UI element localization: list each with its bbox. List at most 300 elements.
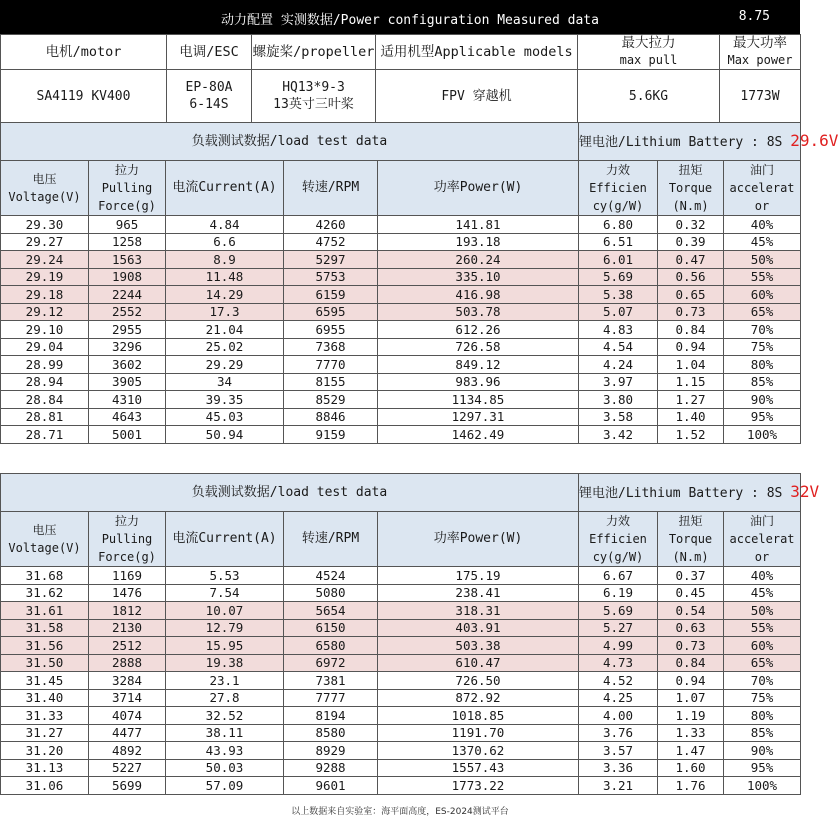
throttle-cell: 90% bbox=[724, 742, 801, 760]
table-gap bbox=[0, 454, 800, 473]
torque-cell: 0.84 bbox=[658, 321, 724, 339]
current-cell: 38.11 bbox=[166, 724, 284, 742]
throttle-cell: 60% bbox=[724, 637, 801, 655]
rpm-cell: 6580 bbox=[284, 637, 378, 655]
torque-cell: 0.73 bbox=[658, 637, 724, 655]
torque-cell: 1.47 bbox=[658, 742, 724, 760]
esc-value-line2: 6-14S bbox=[189, 97, 229, 112]
pull-cell: 1812 bbox=[89, 602, 166, 620]
rpm-cell: 9159 bbox=[284, 426, 378, 444]
eff-cell: 5.69 bbox=[579, 602, 658, 620]
rpm-cell: 8929 bbox=[284, 742, 378, 760]
rpm-cell: 7770 bbox=[284, 356, 378, 374]
current-cell: 32.52 bbox=[166, 707, 284, 725]
current-cell: 29.29 bbox=[166, 356, 284, 374]
torque-header-cn: 扭矩 bbox=[678, 163, 703, 177]
efficiency-header-en2: cy(g/W) bbox=[592, 550, 644, 564]
voltage-header-en: Voltage(V) bbox=[8, 190, 81, 204]
efficiency-header-en1: Efficien bbox=[589, 181, 647, 195]
max-pull-header-cn: 最大拉力 bbox=[621, 35, 676, 51]
torque-cell: 0.54 bbox=[658, 602, 724, 620]
throttle-cell: 55% bbox=[724, 268, 801, 286]
table-row bbox=[1, 602, 801, 620]
rpm-header: 转速/RPM bbox=[284, 161, 378, 216]
eff-cell: 3.80 bbox=[579, 391, 658, 409]
power-cell: 403.91 bbox=[378, 619, 579, 637]
eff-cell: 5.07 bbox=[579, 303, 658, 321]
torque-cell: 0.56 bbox=[658, 268, 724, 286]
voltage-cell: 28.84 bbox=[1, 391, 89, 409]
torque-cell: 1.19 bbox=[658, 707, 724, 725]
power-cell: 1462.49 bbox=[378, 426, 579, 444]
torque-cell: 0.37 bbox=[658, 567, 724, 585]
table-row bbox=[1, 356, 801, 374]
throttle-cell: 75% bbox=[724, 338, 801, 356]
throttle-cell: 50% bbox=[724, 602, 801, 620]
throttle-header bbox=[724, 512, 801, 567]
battery-voltage: 32V bbox=[790, 482, 820, 501]
voltage-header-cn: 电压 bbox=[32, 523, 57, 537]
torque-cell: 0.32 bbox=[658, 216, 724, 234]
battery-voltage: 29.6V bbox=[790, 131, 838, 150]
max-pull-header bbox=[578, 35, 720, 70]
voltage-header bbox=[1, 512, 89, 567]
rpm-cell: 5654 bbox=[284, 602, 378, 620]
motor-value: SA4119 KV400 bbox=[1, 70, 167, 123]
pull-cell: 2130 bbox=[89, 619, 166, 637]
models-value: FPV 穿越机 bbox=[376, 70, 578, 123]
pull-cell: 2512 bbox=[89, 637, 166, 655]
throttle-cell: 95% bbox=[724, 408, 801, 426]
rpm-cell: 8194 bbox=[284, 707, 378, 725]
pull-cell: 2888 bbox=[89, 654, 166, 672]
pull-cell: 5227 bbox=[89, 759, 166, 777]
throttle-cell: 70% bbox=[724, 672, 801, 690]
power-cell: 1134.85 bbox=[378, 391, 579, 409]
pull-cell: 2552 bbox=[89, 303, 166, 321]
table-row bbox=[1, 777, 801, 795]
efficiency-header-cn: 力效 bbox=[605, 163, 630, 177]
throttle-cell: 50% bbox=[724, 251, 801, 269]
rpm-cell: 4260 bbox=[284, 216, 378, 234]
throttle-cell: 90% bbox=[724, 391, 801, 409]
current-header: 电流Current(A) bbox=[166, 161, 284, 216]
current-cell: 4.84 bbox=[166, 216, 284, 234]
efficiency-header-cn: 力效 bbox=[605, 514, 630, 528]
current-cell: 8.9 bbox=[166, 251, 284, 269]
voltage-cell: 29.04 bbox=[1, 338, 89, 356]
voltage-cell: 28.99 bbox=[1, 356, 89, 374]
current-cell: 25.02 bbox=[166, 338, 284, 356]
power-cell: 416.98 bbox=[378, 286, 579, 304]
throttle-cell: 80% bbox=[724, 707, 801, 725]
pull-cell: 1169 bbox=[89, 567, 166, 585]
voltage-cell: 31.68 bbox=[1, 567, 89, 585]
pull-header-cn: 拉力 bbox=[114, 163, 139, 177]
current-cell: 7.54 bbox=[166, 584, 284, 602]
column-header-row bbox=[1, 161, 801, 216]
power-cell: 318.31 bbox=[378, 602, 579, 620]
torque-cell: 1.33 bbox=[658, 724, 724, 742]
throttle-cell: 65% bbox=[724, 654, 801, 672]
table-row bbox=[1, 724, 801, 742]
torque-header-en2: (N.m) bbox=[672, 199, 709, 213]
load-test-label: 负载测试数据/load test data bbox=[1, 474, 579, 512]
pull-cell: 965 bbox=[89, 216, 166, 234]
table-row bbox=[1, 391, 801, 409]
table-row bbox=[1, 251, 801, 269]
throttle-header-en1: accelerat bbox=[729, 181, 795, 195]
efficiency-header bbox=[579, 512, 658, 567]
table-row bbox=[1, 233, 801, 251]
eff-cell: 3.42 bbox=[579, 426, 658, 444]
current-cell: 17.3 bbox=[166, 303, 284, 321]
pull-header-en1: Pulling bbox=[101, 532, 153, 546]
eff-cell: 6.80 bbox=[579, 216, 658, 234]
current-cell: 5.53 bbox=[166, 567, 284, 585]
current-cell: 23.1 bbox=[166, 672, 284, 690]
throttle-cell: 100% bbox=[724, 426, 801, 444]
pull-cell: 5001 bbox=[89, 426, 166, 444]
throttle-header-en2: or bbox=[754, 550, 770, 564]
voltage-cell: 29.19 bbox=[1, 268, 89, 286]
pull-header-en2: Force(g) bbox=[98, 550, 156, 564]
power-cell: 503.78 bbox=[378, 303, 579, 321]
eff-cell: 5.69 bbox=[579, 268, 658, 286]
table-row bbox=[1, 286, 801, 304]
max-power-header bbox=[720, 35, 801, 70]
table-row bbox=[1, 408, 801, 426]
throttle-header-en1: accelerat bbox=[729, 532, 795, 546]
load-test-label: 负载测试数据/load test data bbox=[1, 123, 579, 161]
torque-header-en1: Torque bbox=[668, 181, 713, 195]
eff-cell: 4.73 bbox=[579, 654, 658, 672]
throttle-cell: 40% bbox=[724, 216, 801, 234]
table-row bbox=[1, 742, 801, 760]
eff-cell: 6.67 bbox=[579, 567, 658, 585]
rpm-cell: 8155 bbox=[284, 373, 378, 391]
rpm-cell: 5753 bbox=[284, 268, 378, 286]
table-row bbox=[1, 707, 801, 725]
max-pull-header-en: max pull bbox=[619, 53, 678, 67]
power-cell: 175.19 bbox=[378, 567, 579, 585]
voltage-cell: 31.50 bbox=[1, 654, 89, 672]
rpm-cell: 7381 bbox=[284, 672, 378, 690]
esc-value-line1: EP-80A bbox=[185, 80, 233, 95]
torque-header-en2: (N.m) bbox=[672, 550, 709, 564]
efficiency-header-en1: Efficien bbox=[589, 532, 647, 546]
torque-cell: 1.60 bbox=[658, 759, 724, 777]
throttle-cell: 55% bbox=[724, 619, 801, 637]
voltage-header-cn: 电压 bbox=[32, 172, 57, 186]
torque-header-cn: 扭矩 bbox=[678, 514, 703, 528]
table-row bbox=[1, 303, 801, 321]
torque-cell: 1.07 bbox=[658, 689, 724, 707]
voltage-cell: 31.13 bbox=[1, 759, 89, 777]
current-cell: 12.79 bbox=[166, 619, 284, 637]
power-cell: 1191.70 bbox=[378, 724, 579, 742]
eff-cell: 5.27 bbox=[579, 619, 658, 637]
pull-header-en1: Pulling bbox=[101, 181, 153, 195]
pull-cell: 4477 bbox=[89, 724, 166, 742]
voltage-cell: 29.27 bbox=[1, 233, 89, 251]
torque-cell: 1.15 bbox=[658, 373, 724, 391]
load-test-table-29v6 bbox=[0, 122, 838, 444]
max-pull-value: 5.6KG bbox=[578, 70, 720, 123]
pull-cell: 4643 bbox=[89, 408, 166, 426]
torque-cell: 0.94 bbox=[658, 672, 724, 690]
rpm-cell: 8529 bbox=[284, 391, 378, 409]
propeller-value-line1: HQ13*9-3 bbox=[282, 80, 345, 95]
eff-cell: 3.21 bbox=[579, 777, 658, 795]
motor-header: 电机/motor bbox=[1, 35, 167, 70]
torque-cell: 0.47 bbox=[658, 251, 724, 269]
rpm-cell: 6595 bbox=[284, 303, 378, 321]
voltage-cell: 31.45 bbox=[1, 672, 89, 690]
current-cell: 39.35 bbox=[166, 391, 284, 409]
power-header: 功率Power(W) bbox=[378, 512, 579, 567]
power-cell: 726.50 bbox=[378, 672, 579, 690]
torque-cell: 0.73 bbox=[658, 303, 724, 321]
voltage-cell: 31.06 bbox=[1, 777, 89, 795]
eff-cell: 6.01 bbox=[579, 251, 658, 269]
eff-cell: 4.99 bbox=[579, 637, 658, 655]
voltage-cell: 31.20 bbox=[1, 742, 89, 760]
voltage-cell: 31.33 bbox=[1, 707, 89, 725]
esc-header: 电调/ESC bbox=[167, 35, 252, 70]
table-title-row bbox=[1, 123, 801, 161]
pull-cell: 1908 bbox=[89, 268, 166, 286]
eff-cell: 4.52 bbox=[579, 672, 658, 690]
pull-cell: 4310 bbox=[89, 391, 166, 409]
table-row bbox=[1, 338, 801, 356]
voltage-cell: 28.81 bbox=[1, 408, 89, 426]
power-cell: 1297.31 bbox=[378, 408, 579, 426]
propeller-value-line2: 13英寸三叶桨 bbox=[273, 97, 354, 112]
max-power-value: 1773W bbox=[720, 70, 801, 123]
current-header: 电流Current(A) bbox=[166, 512, 284, 567]
torque-cell: 0.45 bbox=[658, 584, 724, 602]
table-row bbox=[1, 759, 801, 777]
power-cell: 335.10 bbox=[378, 268, 579, 286]
table-row bbox=[1, 268, 801, 286]
throttle-cell: 85% bbox=[724, 724, 801, 742]
voltage-cell: 29.12 bbox=[1, 303, 89, 321]
voltage-cell: 29.30 bbox=[1, 216, 89, 234]
throttle-cell: 95% bbox=[724, 759, 801, 777]
pull-header bbox=[89, 512, 166, 567]
rpm-cell: 6972 bbox=[284, 654, 378, 672]
current-cell: 50.94 bbox=[166, 426, 284, 444]
power-cell: 1018.85 bbox=[378, 707, 579, 725]
rpm-cell: 7368 bbox=[284, 338, 378, 356]
torque-cell: 1.04 bbox=[658, 356, 724, 374]
efficiency-header-en2: cy(g/W) bbox=[592, 199, 644, 213]
table-row bbox=[1, 584, 801, 602]
pull-cell: 3284 bbox=[89, 672, 166, 690]
pull-cell: 4074 bbox=[89, 707, 166, 725]
title-bar bbox=[0, 0, 800, 34]
table-row bbox=[1, 637, 801, 655]
battery-info bbox=[579, 474, 820, 512]
voltage-cell: 29.18 bbox=[1, 286, 89, 304]
max-power-header-en: Max power bbox=[727, 53, 793, 67]
throttle-cell: 100% bbox=[724, 777, 801, 795]
throttle-cell: 60% bbox=[724, 286, 801, 304]
table-row bbox=[1, 321, 801, 339]
efficiency-header bbox=[579, 161, 658, 216]
eff-cell: 4.83 bbox=[579, 321, 658, 339]
voltage-cell: 31.56 bbox=[1, 637, 89, 655]
eff-cell: 3.58 bbox=[579, 408, 658, 426]
spec-table bbox=[0, 34, 801, 123]
voltage-cell: 29.24 bbox=[1, 251, 89, 269]
throttle-cell: 45% bbox=[724, 233, 801, 251]
table-row bbox=[1, 567, 801, 585]
eff-cell: 3.36 bbox=[579, 759, 658, 777]
voltage-header-en: Voltage(V) bbox=[8, 541, 81, 555]
current-cell: 11.48 bbox=[166, 268, 284, 286]
pull-header-en2: Force(g) bbox=[98, 199, 156, 213]
table-row bbox=[1, 672, 801, 690]
column-header-row bbox=[1, 512, 801, 567]
table-row bbox=[1, 426, 801, 444]
pull-cell: 1476 bbox=[89, 584, 166, 602]
torque-cell: 1.40 bbox=[658, 408, 724, 426]
eff-cell: 4.25 bbox=[579, 689, 658, 707]
current-cell: 19.38 bbox=[166, 654, 284, 672]
power-cell: 612.26 bbox=[378, 321, 579, 339]
spec-value-row bbox=[1, 70, 801, 123]
current-cell: 21.04 bbox=[166, 321, 284, 339]
load-test-table-32v bbox=[0, 473, 820, 795]
throttle-header-cn: 油门 bbox=[750, 163, 775, 177]
version-number: 8.75 bbox=[738, 9, 770, 24]
rpm-cell: 8846 bbox=[284, 408, 378, 426]
eff-cell: 3.76 bbox=[579, 724, 658, 742]
eff-cell: 3.97 bbox=[579, 373, 658, 391]
table-row bbox=[1, 654, 801, 672]
voltage-cell: 31.27 bbox=[1, 724, 89, 742]
torque-header bbox=[658, 512, 724, 567]
throttle-header bbox=[724, 161, 801, 216]
pull-cell: 1258 bbox=[89, 233, 166, 251]
torque-cell: 1.52 bbox=[658, 426, 724, 444]
spec-header-row bbox=[1, 35, 801, 70]
current-cell: 45.03 bbox=[166, 408, 284, 426]
eff-cell: 4.24 bbox=[579, 356, 658, 374]
eff-cell: 4.00 bbox=[579, 707, 658, 725]
pull-cell: 3905 bbox=[89, 373, 166, 391]
current-cell: 50.03 bbox=[166, 759, 284, 777]
voltage-cell: 28.94 bbox=[1, 373, 89, 391]
throttle-cell: 85% bbox=[724, 373, 801, 391]
rpm-cell: 5080 bbox=[284, 584, 378, 602]
pull-header bbox=[89, 161, 166, 216]
throttle-cell: 70% bbox=[724, 321, 801, 339]
torque-cell: 0.63 bbox=[658, 619, 724, 637]
pull-cell: 4892 bbox=[89, 742, 166, 760]
power-cell: 141.81 bbox=[378, 216, 579, 234]
table-row bbox=[1, 373, 801, 391]
propeller-value bbox=[252, 70, 376, 123]
esc-value bbox=[167, 70, 252, 123]
torque-cell: 0.94 bbox=[658, 338, 724, 356]
current-cell: 43.93 bbox=[166, 742, 284, 760]
power-cell: 260.24 bbox=[378, 251, 579, 269]
table-title-row bbox=[1, 474, 801, 512]
pull-cell: 3296 bbox=[89, 338, 166, 356]
footer-note: 以上数据来自实验室：海平面高度，ES-2024测试平台 bbox=[291, 807, 509, 817]
current-cell: 14.29 bbox=[166, 286, 284, 304]
sheet-title: 动力配置 实测数据/Power configuration Measured data bbox=[221, 13, 599, 28]
current-cell: 10.07 bbox=[166, 602, 284, 620]
max-power-header-cn: 最大功率 bbox=[733, 35, 787, 51]
pull-cell: 1563 bbox=[89, 251, 166, 269]
current-cell: 6.6 bbox=[166, 233, 284, 251]
eff-cell: 6.19 bbox=[579, 584, 658, 602]
table-row bbox=[1, 619, 801, 637]
propeller-header: 螺旋桨/propeller bbox=[252, 35, 376, 70]
power-cell: 849.12 bbox=[378, 356, 579, 374]
power-cell: 1557.43 bbox=[378, 759, 579, 777]
battery-info bbox=[579, 123, 838, 161]
current-cell: 15.95 bbox=[166, 637, 284, 655]
power-cell: 193.18 bbox=[378, 233, 579, 251]
power-cell: 503.38 bbox=[378, 637, 579, 655]
throttle-cell: 45% bbox=[724, 584, 801, 602]
throttle-cell: 65% bbox=[724, 303, 801, 321]
torque-cell: 0.39 bbox=[658, 233, 724, 251]
rpm-cell: 9601 bbox=[284, 777, 378, 795]
rpm-header: 转速/RPM bbox=[284, 512, 378, 567]
rpm-cell: 7777 bbox=[284, 689, 378, 707]
battery-label: 锂电池/Lithium Battery : 8S bbox=[579, 135, 783, 150]
voltage-cell: 29.10 bbox=[1, 321, 89, 339]
voltage-cell: 31.62 bbox=[1, 584, 89, 602]
throttle-cell: 75% bbox=[724, 689, 801, 707]
eff-cell: 4.54 bbox=[579, 338, 658, 356]
table-row bbox=[1, 689, 801, 707]
torque-cell: 1.76 bbox=[658, 777, 724, 795]
rpm-cell: 9288 bbox=[284, 759, 378, 777]
power-header: 功率Power(W) bbox=[378, 161, 579, 216]
current-cell: 34 bbox=[166, 373, 284, 391]
throttle-header-cn: 油门 bbox=[750, 514, 775, 528]
eff-cell: 3.57 bbox=[579, 742, 658, 760]
torque-cell: 1.27 bbox=[658, 391, 724, 409]
rpm-cell: 4752 bbox=[284, 233, 378, 251]
throttle-cell: 40% bbox=[724, 567, 801, 585]
battery-label: 锂电池/Lithium Battery : 8S bbox=[579, 486, 783, 501]
voltage-cell: 31.61 bbox=[1, 602, 89, 620]
table-row bbox=[1, 216, 801, 234]
current-cell: 57.09 bbox=[166, 777, 284, 795]
pull-cell: 2955 bbox=[89, 321, 166, 339]
power-cell: 983.96 bbox=[378, 373, 579, 391]
pull-cell: 3602 bbox=[89, 356, 166, 374]
current-cell: 27.8 bbox=[166, 689, 284, 707]
throttle-cell: 80% bbox=[724, 356, 801, 374]
throttle-header-en2: or bbox=[754, 199, 770, 213]
power-cell: 872.92 bbox=[378, 689, 579, 707]
power-cell: 238.41 bbox=[378, 584, 579, 602]
torque-cell: 0.84 bbox=[658, 654, 724, 672]
pull-cell: 3714 bbox=[89, 689, 166, 707]
rpm-cell: 6955 bbox=[284, 321, 378, 339]
power-cell: 1370.62 bbox=[378, 742, 579, 760]
pull-cell: 2244 bbox=[89, 286, 166, 304]
